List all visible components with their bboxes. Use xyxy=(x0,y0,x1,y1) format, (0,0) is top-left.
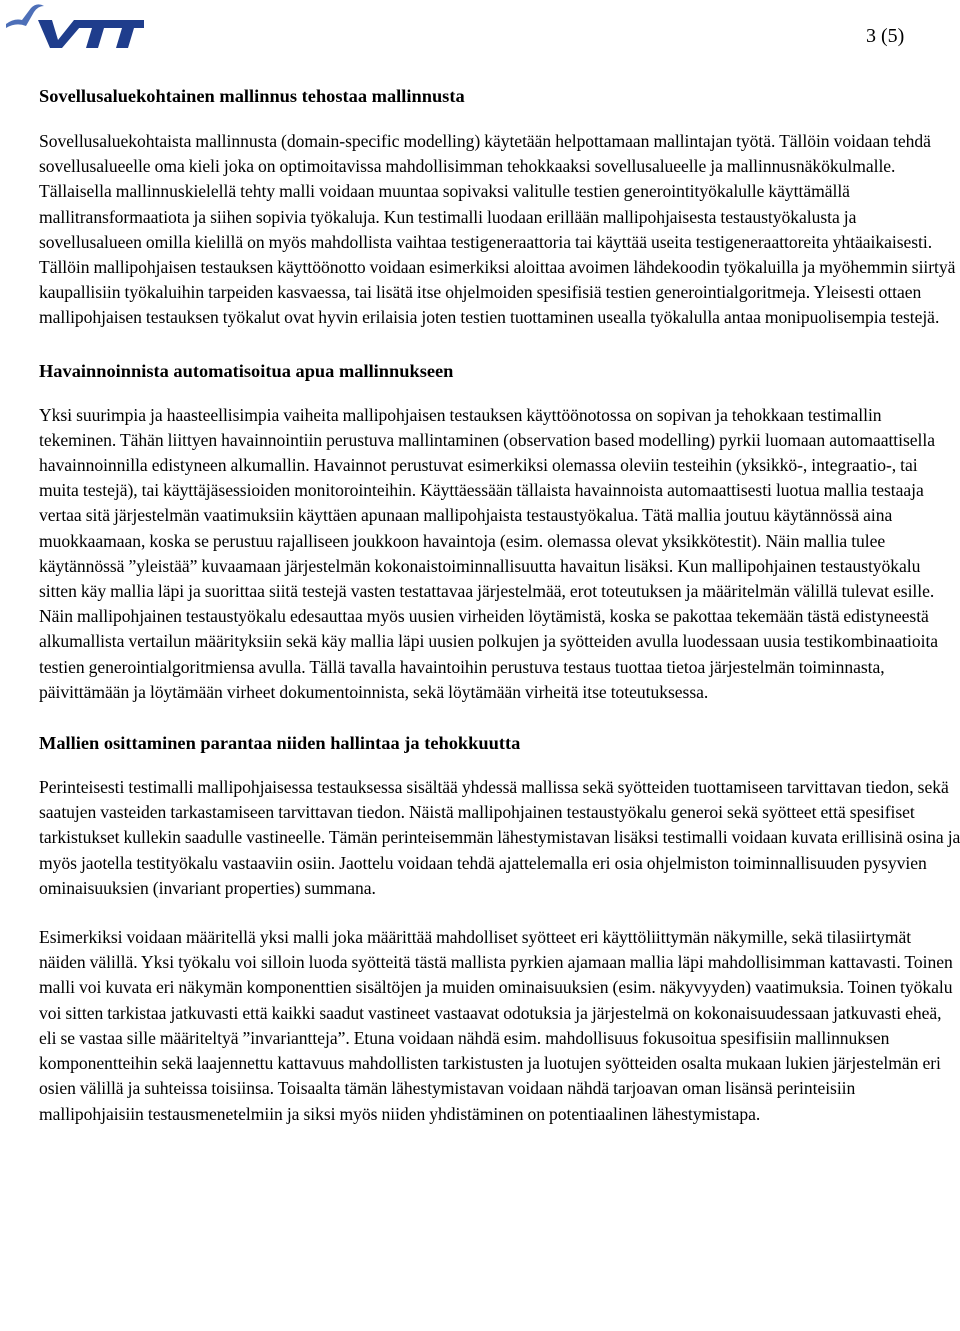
document-body xyxy=(39,84,960,1127)
vtt-logo-icon xyxy=(4,2,144,52)
vtt-logo xyxy=(4,2,144,52)
section-heading: Sovellusaluekohtainen mallinnus tehostaa mallinnusta xyxy=(39,86,465,106)
paragraph: Esimerkiksi voidaan määritellä yksi malli joka määrittää mahdolliset syötteet eri käyttöliittymän näkymille, sekä tilasiirtymät näiden välillä. Yksi työkalu voi silloin luoda syötteitä tästä mallista pyrkien ajamaan mallia läpi mahdollisimman kattavasti. Toinen malli voi kuvata eri näkymän komponenttien sisältöjen ja muiden ominaisuuksien (esim. näkyvyyden) vaatimuksia. Toinen työkalu voi sitten tarkistaa jatkuvasti että kaikki saadut vastineet vastaavat odotuksia ja järjestelmä on kokonaisuudessaan jatkuvasti eheä, eli se vastaa sille määriteltyä ”invariantteja”. Etuna voidaan nähdä esim. mahdollisuus fokusoitua spesifisiin mallinnuksen komponentteihin sekä laajennettu kattavuus mahdollisten tarkistusten ja luotujen syötteiden osalta mukaan lukien järjestelmän eri osien välillä ja suhteissa toisiinsa. Toisaalta tämän lähestymistavan voidaan nähdä tarjoavan oman lisänsä perinteisiin mallipohjaisiin testausmenetelmiin ja siksi myös niiden yhdistäminen on potentiaalinen lähestymistapa. xyxy=(39,927,953,1124)
paragraph: Yksi suurimpia ja haasteellisimpia vaiheita mallipohjaisen testauksen käyttöönotossa on sopivan ja tehokkaan testimallin tekeminen. Tähän liittyen havainnointiin perustuva mallintaminen (observation based modelling) pyrkii luomaan automaattisella havainnoinnilla edistyneen alkumallin. Havainnot perustuvat esimerkiksi olemassa oleviin testeihin (yksikkö-, integraatio-, tai muita testejä), tai käyttäjäsessioiden monitorointeihin. Käyttäessään tällaista havainnoista automaattisesti luotua mallia testaaja vertaa sitä järjestelmän vaatimuksiin käyttäen apunaan mallipohjaista testaustyökalua. Tätä mallia joutuu käytännössä aina muokkaamaan, koska se perustuu rajalliseen joukkoon havaintoja (esim. olemassa olevat yksikkötestit). Näin mallia tulee käytännössä ”yleistää” kuvaamaan järjestelmän kokonaistoiminnallisuutta havaitun lisäksi. Kun mallipohjainen testaustyökalu sitten käy mallia läpi ja suorittaa siitä testejä vasten testattavaa järjestelmää, erot toteutuksen ja määritelmän välillä tulevat esille. Näin mallipohjainen testaustyökalu edesauttaa myös uusien virheiden löytämistä, koska se pakottaa tekemään tästä edistyneestä alkumallista vertailun määrityksiin sekä käy mallia läpi uusien polkujen ja syötteiden avulla luodessaan uusia testikombinaatioita testien generointialgoritmiensa avulla. Tällä tavalla havaintoihin perustuva testaus tuottaa tietoa järjestelmän toiminnasta, päivittämään ja löytämään virheet dokumentoinnista, sekä löytämään virheitä itse toteutuksessa. xyxy=(39,404,939,702)
section-heading: Havainnoinnista automatisoitua apua mallinnukseen xyxy=(39,360,454,381)
paragraph: Perinteisesti testimalli mallipohjaisessa testauksessa sisältää yhdessä mallissa sekä syötteiden tuottamiseen tarvittavan tiedon, sekä saatujen vasteiden tarkastamiseen tarvittavan tiedon. Näistä mallipohjainen testaustyökalu generoi sekä syötteet että spesifiset tarkistukset kullekin saadulle vastineelle. Tämän perinteisemmän lähestymistavan lisäksi testimalli voidaan kuvata erillisinä osina ja myös jaotella testityökalu vastaaviin osiin. Jaottelu voidaan tehdä ajattelemalla eri osia ohjelmiston toiminnallisuuden pysyvien ominaisuuksien (invariant properties) summana. xyxy=(39,777,960,898)
section-heading: Mallien osittaminen parantaa niiden hallintaa ja tehokkuutta xyxy=(39,733,521,754)
paragraph: Sovellusaluekohtaista mallinnusta (domain-specific modelling) käytetään helpottamaan mallintajan työtä. Tällöin voidaan tehdä sovellusalueelle oma kieli joka on optimoitavissa mahdollisimman tehokkaaksi sovellusalueelle ja mallinnusnäkökulmalle. Tällaisella mallinnuskielellä tehty malli voidaan muuntaa sopivaksi valitulle testien generointityökalulle käyttämällä mallitransformaatiota ja siihen sopivia työkaluja. Kun testimalli luodaan erillään mallipohjaisesta testaustyökalusta ja sovellusalueen omilla kielillä on myös mahdollista vaihtaa testigeneraattoria tai käyttää useita testigeneraattoreita yhtäaikaisesti. Tällöin mallipohjaisen testauksen käyttöönotto voidaan esimerkiksi aloittaa avoimen lähdekoodin työkaluilla ja myöhemmin siirtyä kaupallisiin työkaluihin tarpeiden kasvaessa, tai lisätä itse ohjelmoiden spesifisiä testien generointialgoritmeja. Yleisesti ottaen mallipohjaisen testauksen työkalut ovat hyvin erilaisia joten testien tuottaminen usealla työkalulla antaa monipuolisempia testejä. xyxy=(39,131,956,328)
page-number: 3 (5) xyxy=(866,25,905,47)
